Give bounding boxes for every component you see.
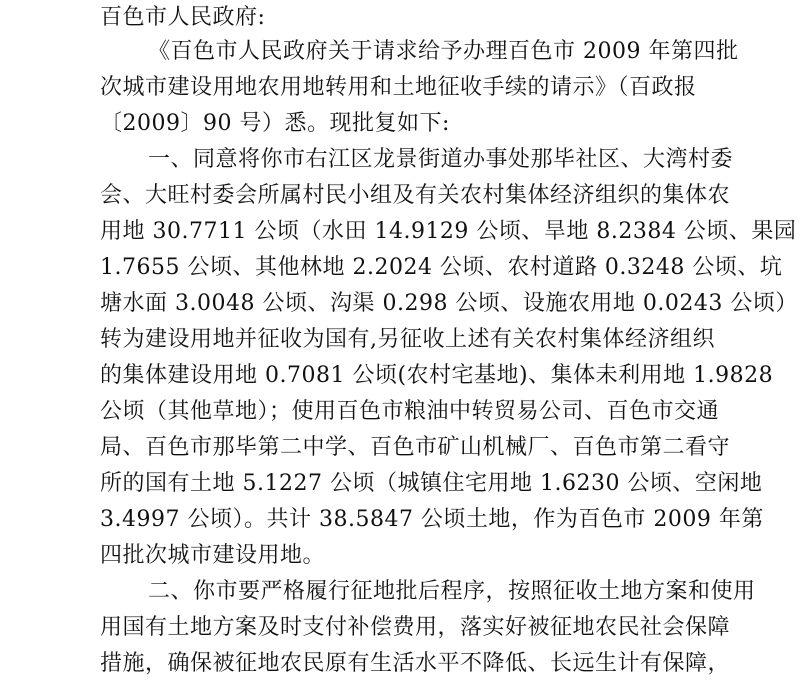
paragraph-one-line-6: 转为建设用地并征收为国有,另征收上述有关农村集体经济组织 [100,327,715,352]
paragraph-two-line-2: 用国有土地方案及时支付补偿费用，落实好被征地农民社会保障 [100,615,731,640]
paragraph-intro-line-3: 〔2009〕90 号）悉。现批复如下: [100,111,450,136]
salutation-line: 百色市人民政府: [100,5,266,30]
paragraph-intro-line-2: 次城市建设用地农用地转用和土地征收手续的请示》（百政报 [100,75,697,100]
paragraph-two-line-1: 二、你市要严格履行征地批后程序，按照征收土地方案和使用 [148,579,756,604]
paragraph-one-line-1: 一、同意将你市右江区龙景街道办事处那毕社区、大湾村委 [148,147,734,172]
paragraph-one-line-8: 公顷（其他草地）；使用百色市粮油中转贸易公司、百色市交通 [100,399,720,424]
paragraph-intro-line-1: 《百色市人民政府关于请求给予办理百色市 2009 年第四批 [148,39,739,64]
paragraph-one-line-4: 1.7655 公顷、其他林地 2.2024 公顷、农村道路 0.3248 公顷、坑 [100,255,783,280]
paragraph-one-line-5: 塘水面 3.0048 公顷、沟渠 0.298 公顷、设施农用地 0.0243 公顷） [100,291,798,316]
paragraph-one-line-9: 局、百色市那毕第二中学、百色市矿山机械厂、百色市第二看守 [100,435,731,460]
paragraph-one-line-7: 的集体建设用地 0.7081 公顷(农村宅基地)、集体未利用地 1.9828 [100,363,774,388]
paragraph-one-line-12: 四批次城市建设用地。 [100,543,326,568]
paragraph-two-line-3: 措施，确保被征地农民原有生活水平不降低、长远生计有保障， [100,651,731,676]
paragraph-one-line-2: 会、大旺村委会所属村民小组及有关农村集体经济组织的集体农 [100,183,731,208]
paragraph-one-line-3: 用地 30.7711 公顷（水田 14.9129 公顷、旱地 8.2384 公顷、果园 [100,219,797,244]
paragraph-one-line-11: 3.4997 公顷）。共计 38.5847 公顷土地，作为百色市 2009 年第 [100,507,764,532]
paragraph-one-line-10: 所的国有土地 5.1227 公顷（城镇住宅用地 1.6230 公顷、空闲地 [100,471,763,496]
